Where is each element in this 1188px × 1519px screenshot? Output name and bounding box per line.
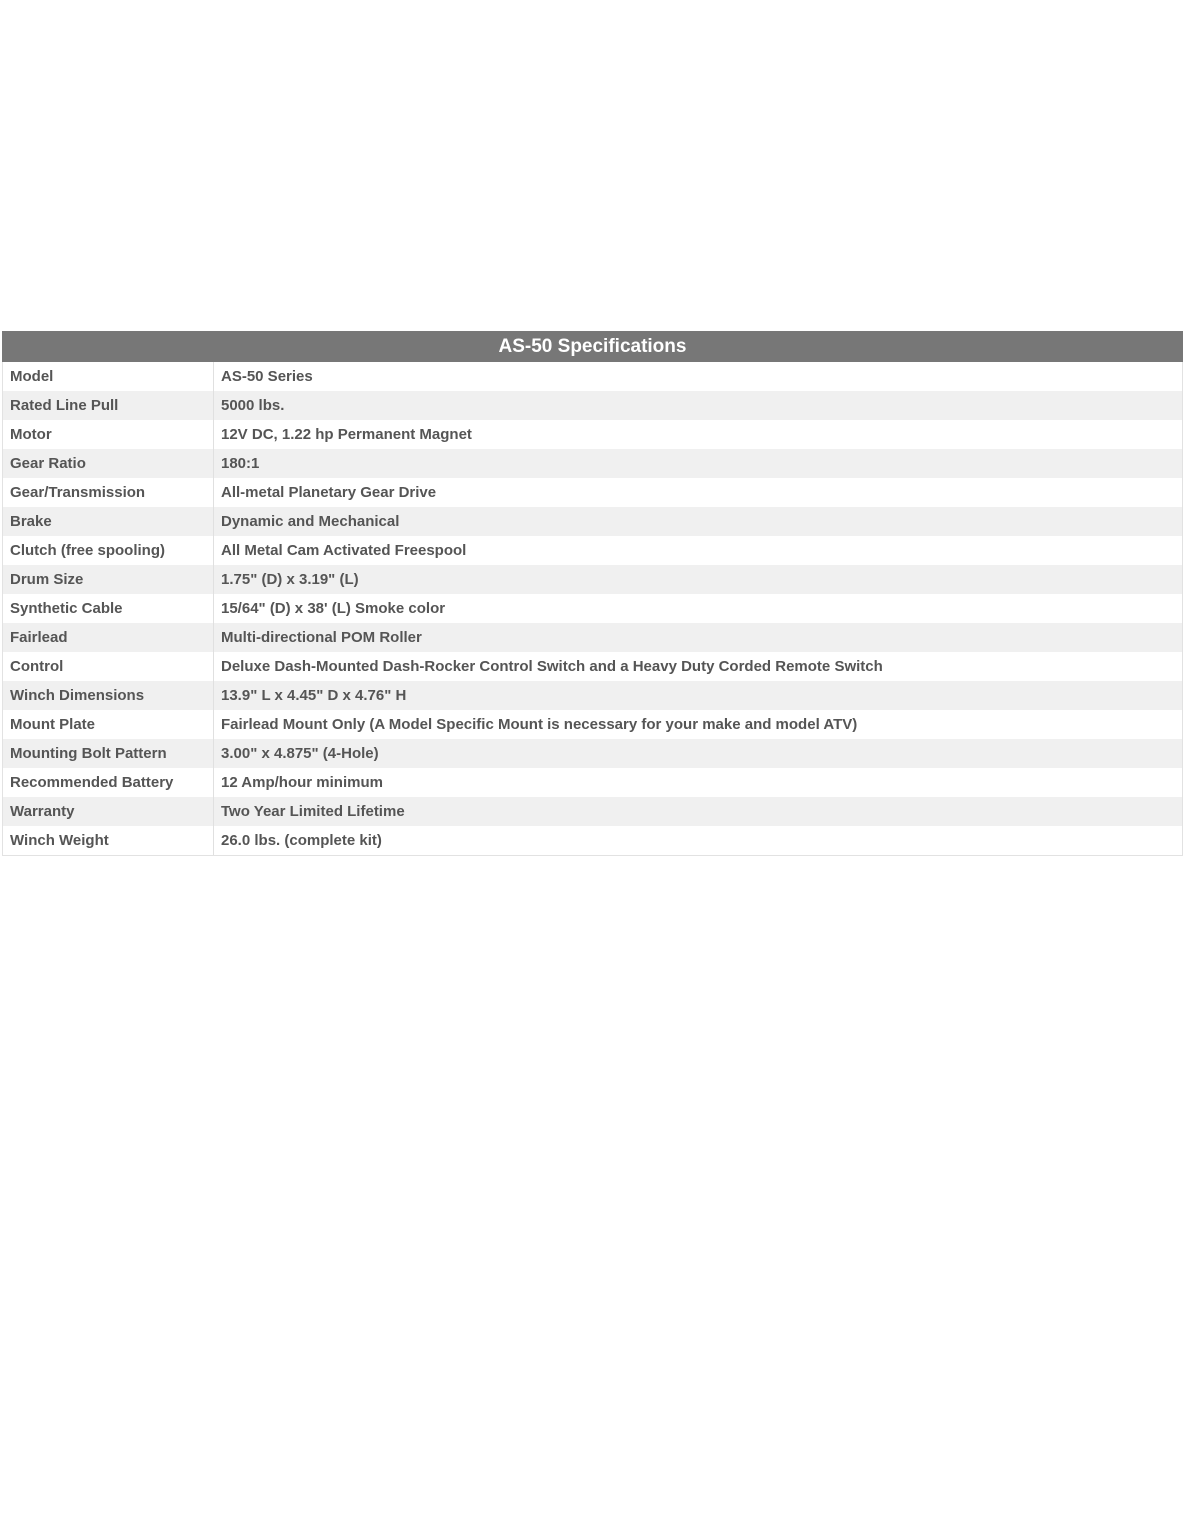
spec-label: Recommended Battery — [3, 768, 214, 797]
spec-label: Control — [3, 652, 214, 681]
spec-value: 12V DC, 1.22 hp Permanent Magnet — [221, 426, 472, 443]
table-row — [3, 739, 1182, 768]
spec-value: All-metal Planetary Gear Drive — [221, 484, 437, 501]
spec-value: 13.9" L x 4.45" D x 4.76" H — [221, 687, 407, 704]
table-row — [3, 652, 1182, 681]
table-row — [3, 362, 1182, 391]
spec-value: Fairlead Mount Only (A Model Specific Mount is necessary for your make and model ATV) — [221, 716, 858, 733]
spec-label: Winch Weight — [3, 826, 214, 855]
table-row — [3, 536, 1182, 565]
spec-label: Brake — [3, 507, 214, 536]
spec-value: 1.75" (D) x 3.19" (L) — [221, 571, 359, 588]
spec-label: Warranty — [3, 797, 214, 826]
table-row — [3, 594, 1182, 623]
table-row — [3, 681, 1182, 710]
spec-label: Clutch (free spooling) — [3, 536, 214, 565]
spec-value: Dynamic and Mechanical — [221, 513, 400, 530]
spec-label: Drum Size — [3, 565, 214, 594]
table-row — [3, 826, 1182, 855]
spec-label: Model — [3, 362, 214, 391]
spec-value: Two Year Limited Lifetime — [221, 803, 405, 820]
spec-label: Fairlead — [3, 623, 214, 652]
spec-label: Winch Dimensions — [3, 681, 214, 710]
spec-value: 3.00" x 4.875" (4-Hole) — [221, 745, 379, 762]
spec-value: 5000 lbs. — [221, 397, 285, 414]
spec-label: Gear/Transmission — [3, 478, 214, 507]
spec-value: Deluxe Dash-Mounted Dash-Rocker Control Switch and a Heavy Duty Corded Remote Switch — [221, 658, 883, 675]
spec-label: Mounting Bolt Pattern — [3, 739, 214, 768]
spec-value: 15/64" (D) x 38' (L) Smoke color — [221, 600, 446, 617]
table-title: AS-50 Specifications — [2, 331, 1183, 362]
spec-value: AS-50 Series — [221, 368, 313, 385]
spec-value: 12 Amp/hour minimum — [221, 774, 383, 791]
table-row — [3, 768, 1182, 797]
spec-value: 26.0 lbs. (complete kit) — [221, 832, 382, 849]
table-row — [3, 391, 1182, 420]
spec-label: Mount Plate — [3, 710, 214, 739]
table-row — [3, 710, 1182, 739]
table-row — [3, 420, 1182, 449]
table-row — [3, 565, 1182, 594]
specifications-table — [2, 331, 1183, 856]
table-row — [3, 449, 1182, 478]
spec-value: 180:1 — [221, 455, 260, 472]
table-row — [3, 478, 1182, 507]
spec-value: All Metal Cam Activated Freespool — [221, 542, 467, 559]
spec-label: Synthetic Cable — [3, 594, 214, 623]
spec-value: Multi-directional POM Roller — [221, 629, 422, 646]
table-row — [3, 623, 1182, 652]
spec-label: Motor — [3, 420, 214, 449]
spec-rows — [3, 362, 1182, 855]
spec-label: Rated Line Pull — [3, 391, 214, 420]
table-row — [3, 797, 1182, 826]
table-row — [3, 507, 1182, 536]
spec-label: Gear Ratio — [3, 449, 214, 478]
